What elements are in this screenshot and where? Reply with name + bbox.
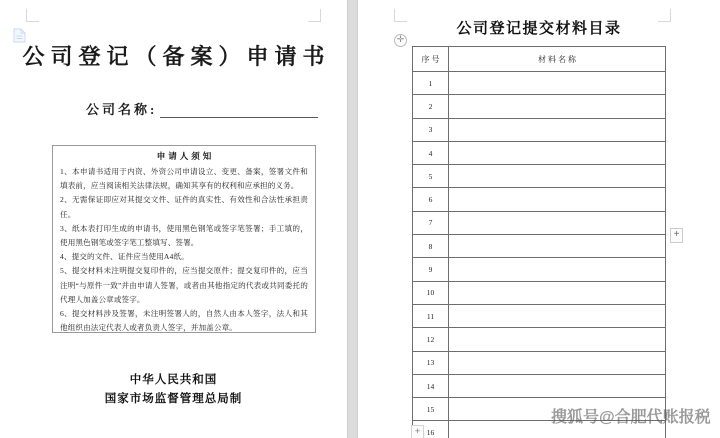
page-gutter <box>347 0 358 438</box>
table-row[interactable] <box>413 374 666 397</box>
issuing-authority <box>0 371 347 409</box>
table-cell-material-name[interactable] <box>449 258 666 281</box>
table-cell-material-name[interactable] <box>449 72 666 95</box>
table-cell-index: 5 <box>413 165 449 188</box>
table-cell-material-name[interactable] <box>449 141 666 164</box>
table-cell-index: 6 <box>413 188 449 211</box>
notice-item: 4、提交的文件、证件应当使用A4纸。 <box>60 252 189 262</box>
table-row[interactable] <box>413 281 666 304</box>
notice-item: 5、提交材料未注明提交复印件的，应当提交原件；提交复印件的，应当注明“与原件一致”并由申请人签署，或者由其他指定的代表或共同委托的代理人加盖公章或签字。 <box>60 266 308 304</box>
applicant-notice-box <box>52 145 316 333</box>
notice-item: 1、本申请书适用于内资、外资公司申请设立、变更、备案，签署文件和填表前，应当阅读相关法律法规，确知其享有的权利和应承担的义务。 <box>60 167 308 191</box>
table-row[interactable] <box>413 188 666 211</box>
table-row[interactable] <box>413 351 666 374</box>
margin-crop-mark-top-right <box>308 9 321 22</box>
table-row[interactable] <box>413 211 666 234</box>
table-cell-index: 11 <box>413 304 449 327</box>
materials-table[interactable] <box>412 46 666 438</box>
notice-item: 2、无需保证即应对其提交文件、证件的真实性、有效性和合法性承担责任。 <box>60 195 308 219</box>
table-header-row <box>413 47 666 72</box>
document-page-right[interactable] <box>358 0 720 438</box>
applicant-notice-heading: 申请人须知 <box>156 151 215 161</box>
column-header-material-name: 材料名称 <box>449 47 666 72</box>
table-cell-index: 8 <box>413 235 449 258</box>
table-cell-material-name[interactable] <box>449 165 666 188</box>
table-cell-index: 16 <box>413 421 449 438</box>
page-title-materials-catalog: 公司登记提交材料目录 <box>456 21 622 37</box>
table-row[interactable] <box>413 141 666 164</box>
table-cell-material-name[interactable] <box>449 351 666 374</box>
table-cell-material-name[interactable] <box>449 211 666 234</box>
table-cell-material-name[interactable] <box>449 281 666 304</box>
company-name-input-line[interactable] <box>160 103 318 118</box>
table-cell-material-name[interactable] <box>449 304 666 327</box>
table-cell-index: 1 <box>413 72 449 95</box>
table-cell-material-name[interactable] <box>449 188 666 211</box>
column-header-index: 序号 <box>413 47 449 72</box>
table-row[interactable] <box>413 304 666 327</box>
table-cell-index: 4 <box>413 141 449 164</box>
notice-item: 6、提交材料涉及签署，未注明签署人的，自然人由本人签字，法人和其他组织由法定代表人或者负责人签字，并加盖公章。 <box>60 309 308 333</box>
table-row[interactable] <box>413 258 666 281</box>
table-cell-material-name[interactable] <box>449 328 666 351</box>
table-cell-index: 15 <box>413 398 449 421</box>
insert-row-button-bottom[interactable]: + <box>411 425 424 438</box>
table-cell-index: 2 <box>413 95 449 118</box>
company-name-field-row <box>86 99 318 118</box>
table-cell-material-name[interactable] <box>449 95 666 118</box>
table-cell-index: 3 <box>413 118 449 141</box>
table-cell-index: 14 <box>413 374 449 397</box>
table-cell-index: 10 <box>413 281 449 304</box>
table-cell-index: 7 <box>413 211 449 234</box>
table-move-handle-icon[interactable]: ✛ <box>394 34 407 47</box>
table-cell-material-name[interactable] <box>449 118 666 141</box>
document-page-left[interactable] <box>0 0 347 438</box>
table-cell-material-name[interactable] <box>449 374 666 397</box>
table-cell-index: 9 <box>413 258 449 281</box>
margin-crop-mark-top-left <box>26 9 39 22</box>
table-cell-index: 13 <box>413 351 449 374</box>
table-cell-material-name[interactable] <box>449 235 666 258</box>
issuer-authority-line: 国家市场监督管理总局制 <box>104 393 243 405</box>
table-row[interactable] <box>413 235 666 258</box>
notice-item: 3、纸本表打印生成的申请书，使用黑色钢笔或签字笔签署；手工填的，使用黑色钢笔或签字笔工整填写、签署。 <box>60 223 308 248</box>
page-title-application-form: 公司登记（备案）申请书 <box>22 44 331 69</box>
table-row[interactable] <box>413 72 666 95</box>
table-row[interactable] <box>413 95 666 118</box>
insert-row-button[interactable]: + <box>670 228 683 243</box>
table-row[interactable] <box>413 118 666 141</box>
table-row[interactable] <box>413 165 666 188</box>
table-cell-index: 12 <box>413 328 449 351</box>
table-row[interactable] <box>413 328 666 351</box>
company-name-label: 公司名称: <box>86 102 158 117</box>
issuer-country-line: 中华人民共和国 <box>129 374 218 386</box>
watermark-text: 搜狐号@合肥代账报税 <box>551 409 711 426</box>
